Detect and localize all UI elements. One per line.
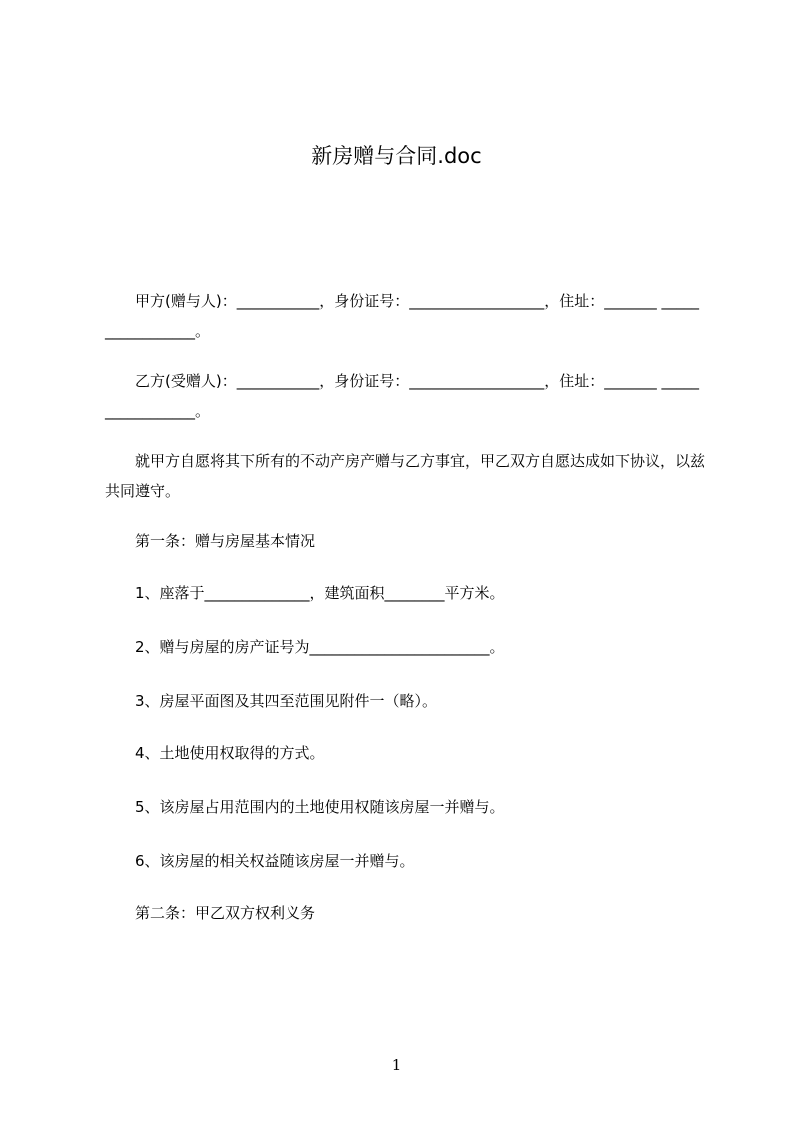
- clause-2: 2、赠与房屋的房产证号为________________________。: [135, 638, 505, 656]
- clause-3: 3、房屋平面图及其四至范围见附件一（略）。: [135, 692, 438, 710]
- clause-4: 4、土地使用权取得的方式。: [135, 744, 325, 762]
- article-1-heading: 第一条：赠与房屋基本情况: [135, 532, 316, 550]
- clause-5: 5、该房屋占用范围内的土地使用权随该房屋一并赠与。: [135, 798, 505, 816]
- article-2-heading: 第二条：甲乙双方权利义务: [135, 904, 316, 922]
- page-number: 1: [391, 1056, 402, 1074]
- party-a-line: 甲方(赠与人)：___________，身份证号：__________________，住址：_______ _________________。: [105, 292, 699, 340]
- clause-1: 1、座落于______________，建筑面积________平方米。: [135, 584, 505, 602]
- clause-6: 6、该房屋的相关权益随该房屋一并赠与。: [135, 852, 415, 870]
- document-title: 新房赠与合同.doc: [311, 144, 482, 168]
- party-b-line: 乙方(受赠人)：___________，身份证号：__________________，住址：_______ _________________。: [105, 372, 699, 420]
- intro-paragraph: 就甲方自愿将其下所有的不动产房产赠与乙方事宜，甲乙双方自愿达成如下协议，以兹共同遵守。: [105, 452, 706, 500]
